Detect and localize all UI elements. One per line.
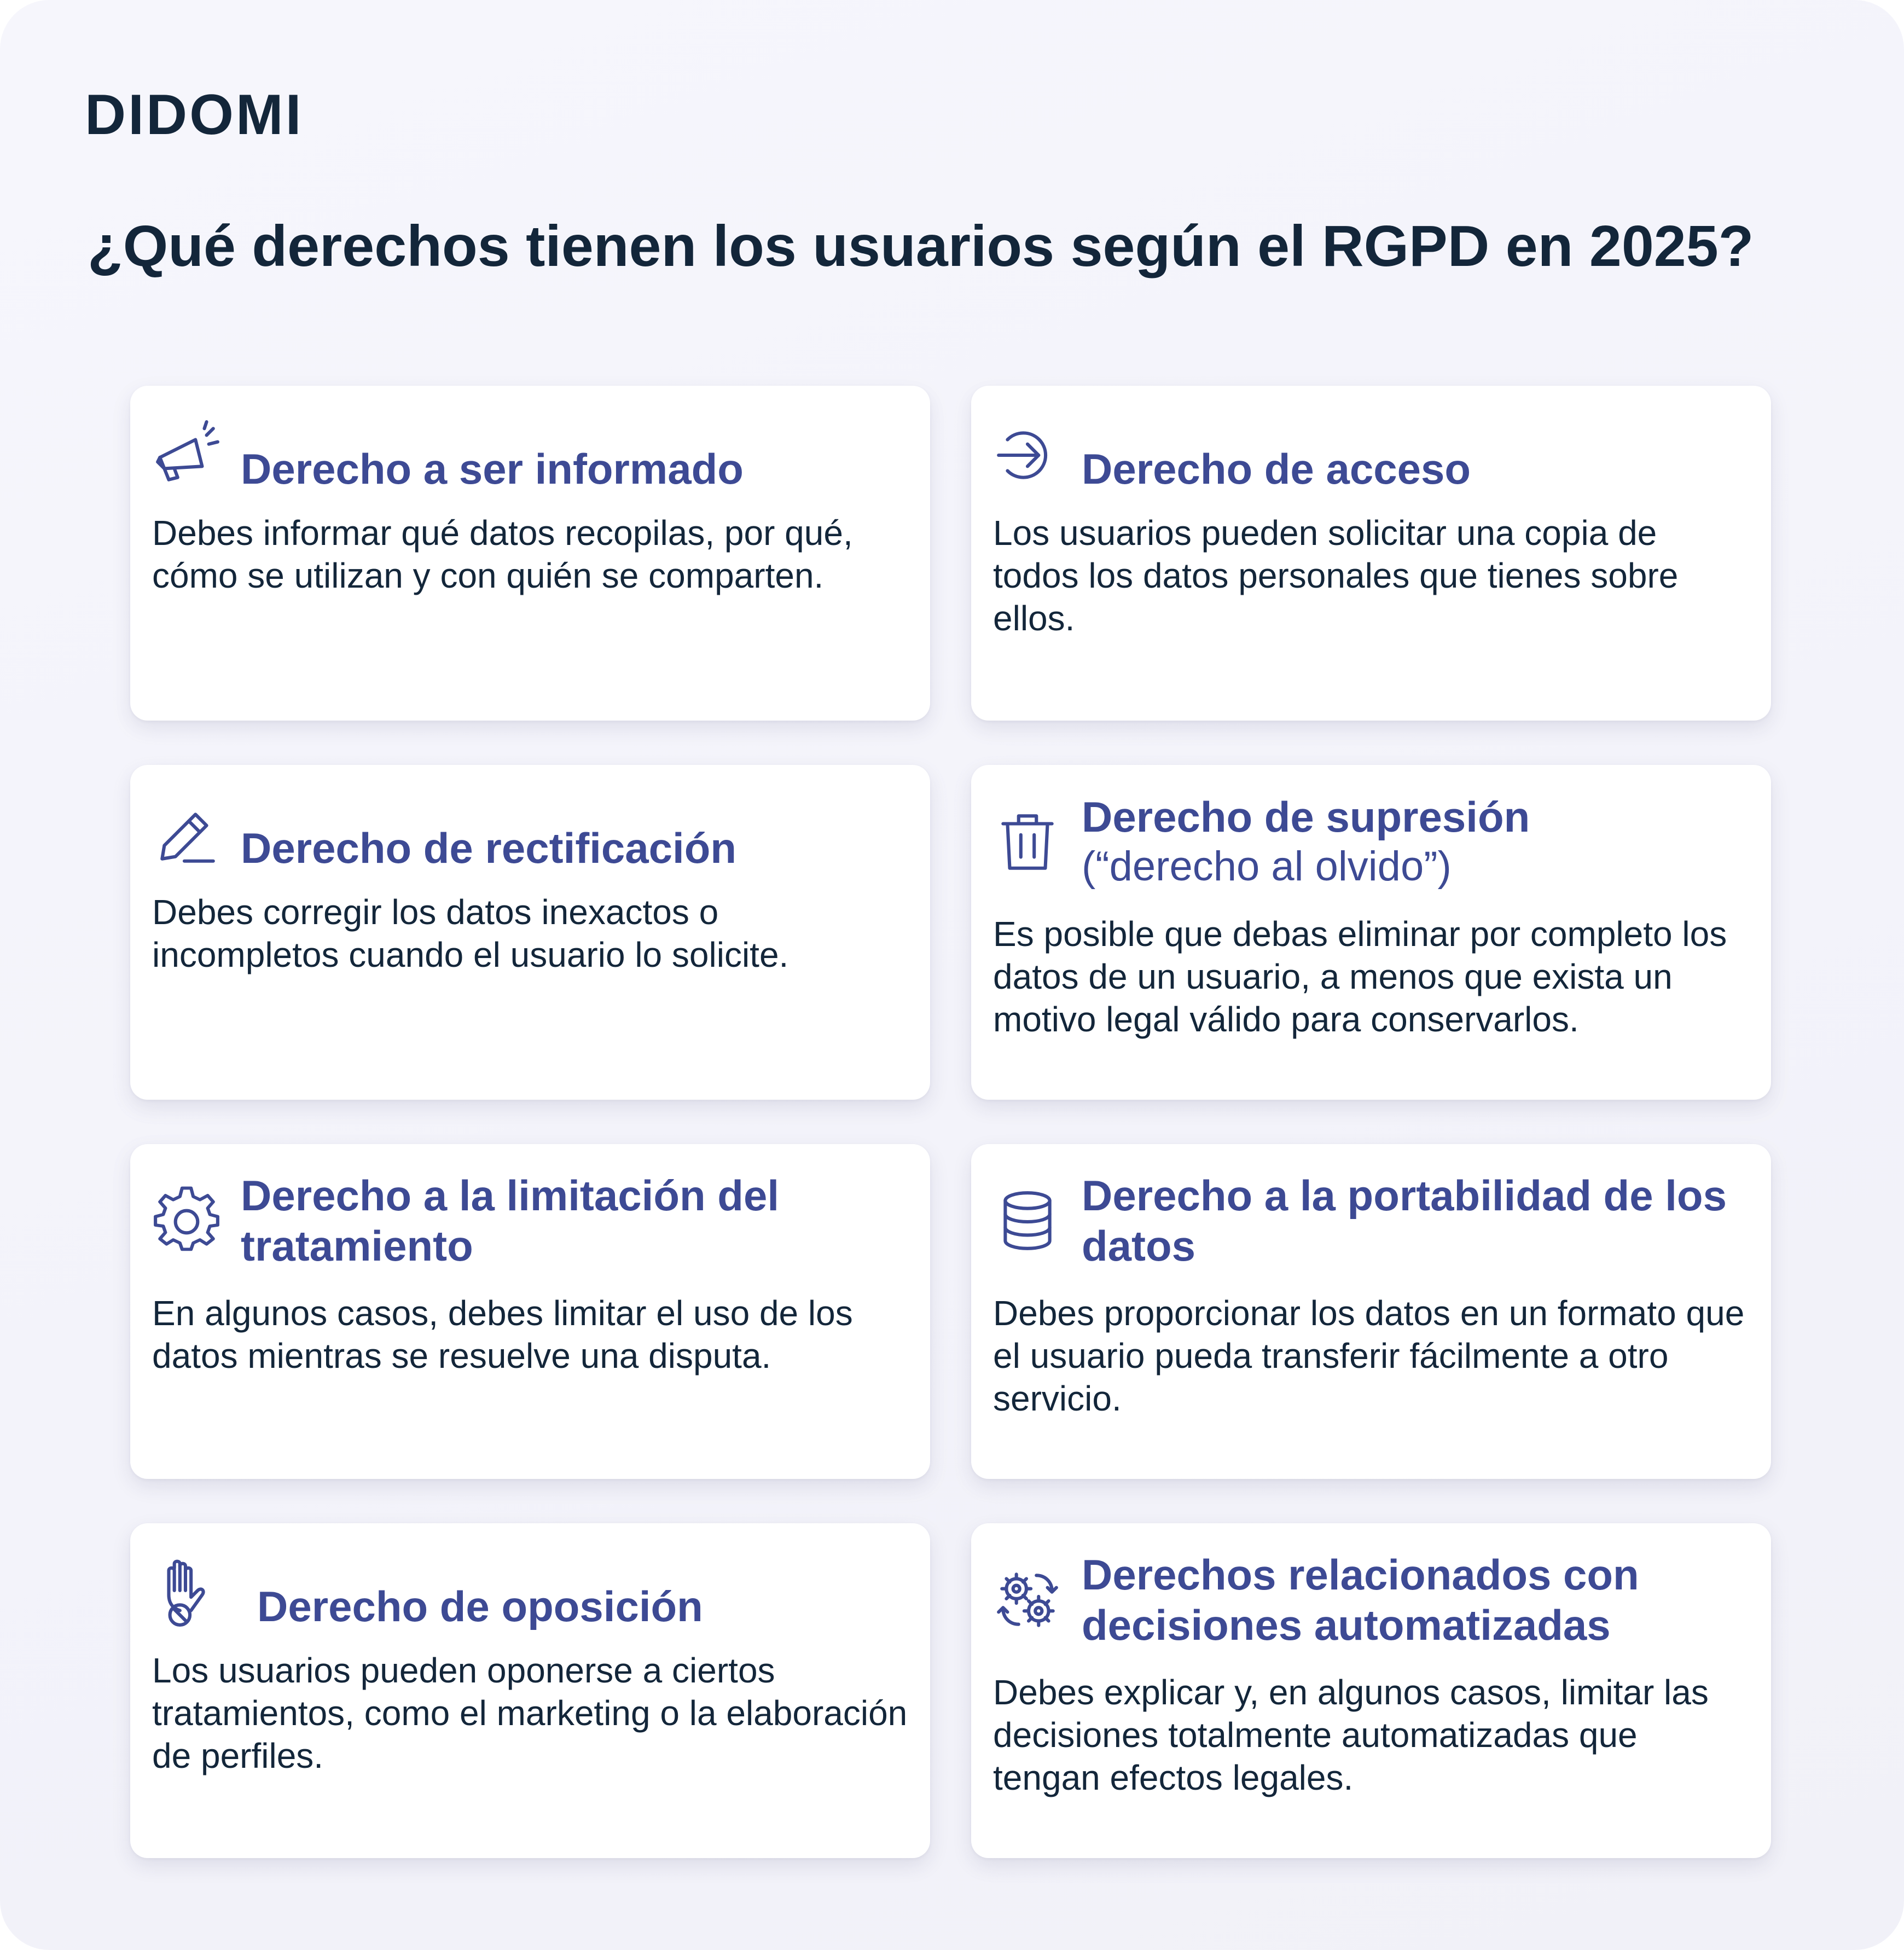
card-title: Derecho de supresión	[1082, 793, 1530, 841]
card-description: Debes corregir los datos inexactos o incompletos cuando el usuario lo solicite.	[152, 892, 789, 974]
rights-grid	[130, 386, 1771, 1858]
card-right-to-object	[130, 1523, 930, 1858]
card-right-to-restriction	[130, 1144, 930, 1479]
pencil-icon	[151, 799, 222, 870]
card-description: Los usuarios pueden oponerse a ciertos tratamientos, como el marketing o la elaboración de perfiles.	[152, 1651, 908, 1775]
gear-icon	[151, 1185, 222, 1256]
hand-stop-icon	[151, 1557, 222, 1628]
card-subtitle: (“derecho al olvido”)	[1082, 843, 1452, 890]
page-title: ¿Qué derechos tienen los usuarios según el RGPD en 2025?	[88, 214, 1754, 278]
brand-logo: DIDOMI	[85, 83, 304, 147]
card-description: Debes proporcionar los datos en un formato que el usuario pueda transferir fácilmente a otro servicio.	[993, 1293, 1745, 1418]
card-title: Derechos relacionados con decisiones automatizadas	[1082, 1551, 1639, 1649]
card-right-to-erasure	[971, 765, 1771, 1100]
trash-icon	[992, 806, 1063, 877]
megaphone-icon	[151, 420, 222, 491]
card-description: En algunos casos, debes limitar el uso de los datos mientras se resuelve una disputa.	[152, 1293, 853, 1376]
card-title: Derecho de acceso	[1082, 445, 1471, 493]
card-right-to-data-portability	[971, 1144, 1771, 1479]
card-title: Derecho a la limitación del tratamiento	[241, 1171, 779, 1270]
card-description: Debes explicar y, en algunos casos, limitar las decisiones totalmente automatizadas que tengan efectos legales.	[993, 1673, 1709, 1797]
card-title: Derecho a ser informado	[241, 445, 744, 493]
card-title: Derecho de rectificación	[241, 824, 736, 872]
card-description: Los usuarios pueden solicitar una copia de todos los datos personales que tienes sobre ellos.	[993, 513, 1679, 638]
database-icon	[992, 1185, 1063, 1256]
card-title: Derecho de oposición	[257, 1582, 703, 1630]
card-right-of-access	[971, 386, 1771, 721]
card-automated-decision-rights	[971, 1523, 1771, 1858]
sign-in-arrow-icon	[992, 420, 1063, 491]
card-right-to-rectification	[130, 765, 930, 1100]
gears-cycle-icon	[992, 1564, 1063, 1635]
card-title: Derecho a la portabilidad de los datos	[1082, 1171, 1727, 1270]
card-right-to-be-informed	[130, 386, 930, 721]
card-description: Debes informar qué datos recopilas, por qué, cómo se utilizan y con quién se comparten.	[152, 513, 853, 595]
card-description: Es posible que debas eliminar por completo los datos de un usuario, a menos que exista un motivo legal válido para conservarlos.	[993, 914, 1727, 1039]
